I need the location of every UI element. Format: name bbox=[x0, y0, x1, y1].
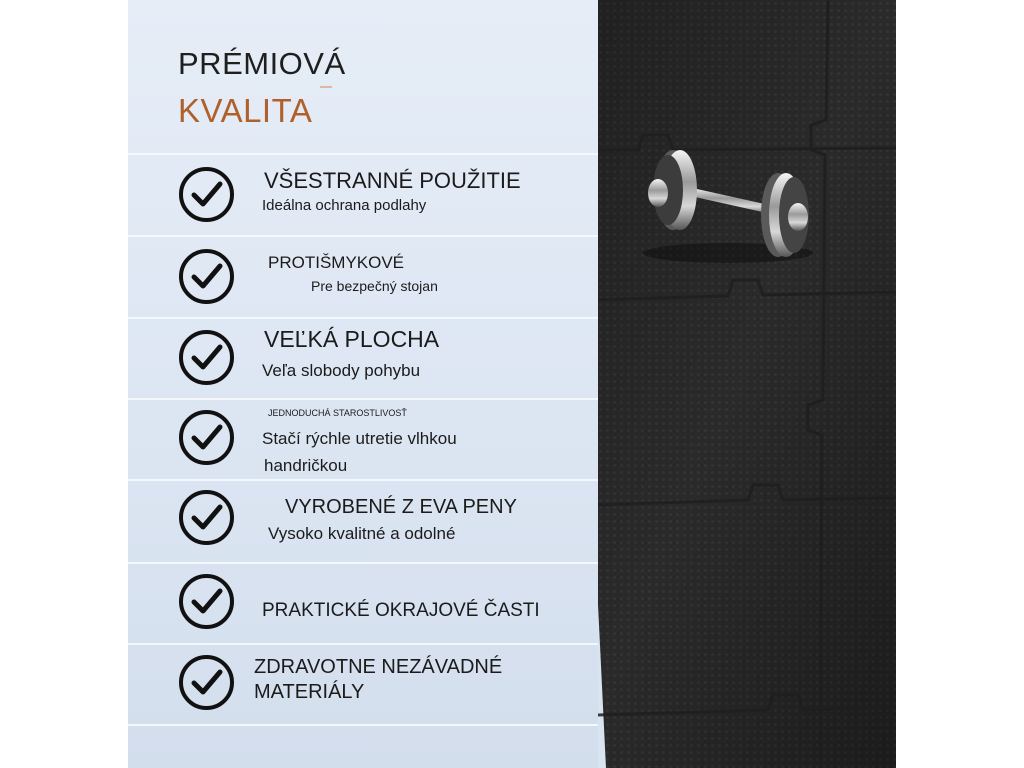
feature-heading: PRAKTICKÉ OKRAJOVÉ ČASTI bbox=[262, 600, 540, 621]
feature-heading: PROTIŠMYKOVÉ bbox=[268, 253, 405, 272]
divider bbox=[128, 235, 598, 237]
check-circle-icon bbox=[178, 248, 235, 305]
divider bbox=[128, 153, 598, 155]
dumbbell-image bbox=[628, 135, 828, 275]
feature-heading: VEĽKÁ PLOCHA bbox=[264, 326, 440, 352]
check-circle-icon bbox=[178, 654, 235, 711]
feature-subtext: Pre bezpečný stojan bbox=[311, 278, 438, 294]
check-circle-icon bbox=[178, 329, 235, 386]
feature-heading-line-2: MATERIÁLY bbox=[254, 681, 365, 703]
feature-subtext: Veľa slobody pohybu bbox=[262, 361, 421, 380]
promo-canvas bbox=[128, 0, 896, 768]
check-circle-icon bbox=[178, 166, 235, 223]
check-circle-icon bbox=[178, 489, 235, 546]
check-circle-icon bbox=[178, 573, 235, 630]
feature-subtext: Vysoko kvalitné a odolné bbox=[268, 524, 456, 543]
title-line-1: PRÉMIOVÁ bbox=[178, 46, 346, 81]
divider bbox=[128, 317, 598, 319]
feature-heading: VYROBENÉ Z EVA PENY bbox=[285, 496, 517, 518]
feature-subtext-line-2: handričkou bbox=[264, 456, 348, 475]
feature-subtext: Ideálna ochrana podlahy bbox=[262, 197, 427, 214]
feature-subtext: Stačí rýchle utretie vlhkou bbox=[262, 429, 457, 448]
feature-heading: VŠESTRANNÉ POUŽITIE bbox=[264, 168, 521, 193]
check-circle-icon bbox=[178, 409, 235, 466]
feature-heading: ZDRAVOTNE NEZÁVADNÉ bbox=[254, 656, 503, 678]
divider bbox=[128, 479, 598, 481]
divider bbox=[128, 562, 598, 564]
divider bbox=[128, 724, 598, 726]
divider bbox=[128, 398, 598, 400]
feature-heading: JEDNODUCHÁ STAROSTLIVOSŤ bbox=[268, 408, 407, 418]
divider bbox=[128, 643, 598, 645]
title-line-2: KVALITA bbox=[178, 92, 313, 129]
title-decoration bbox=[320, 86, 332, 88]
